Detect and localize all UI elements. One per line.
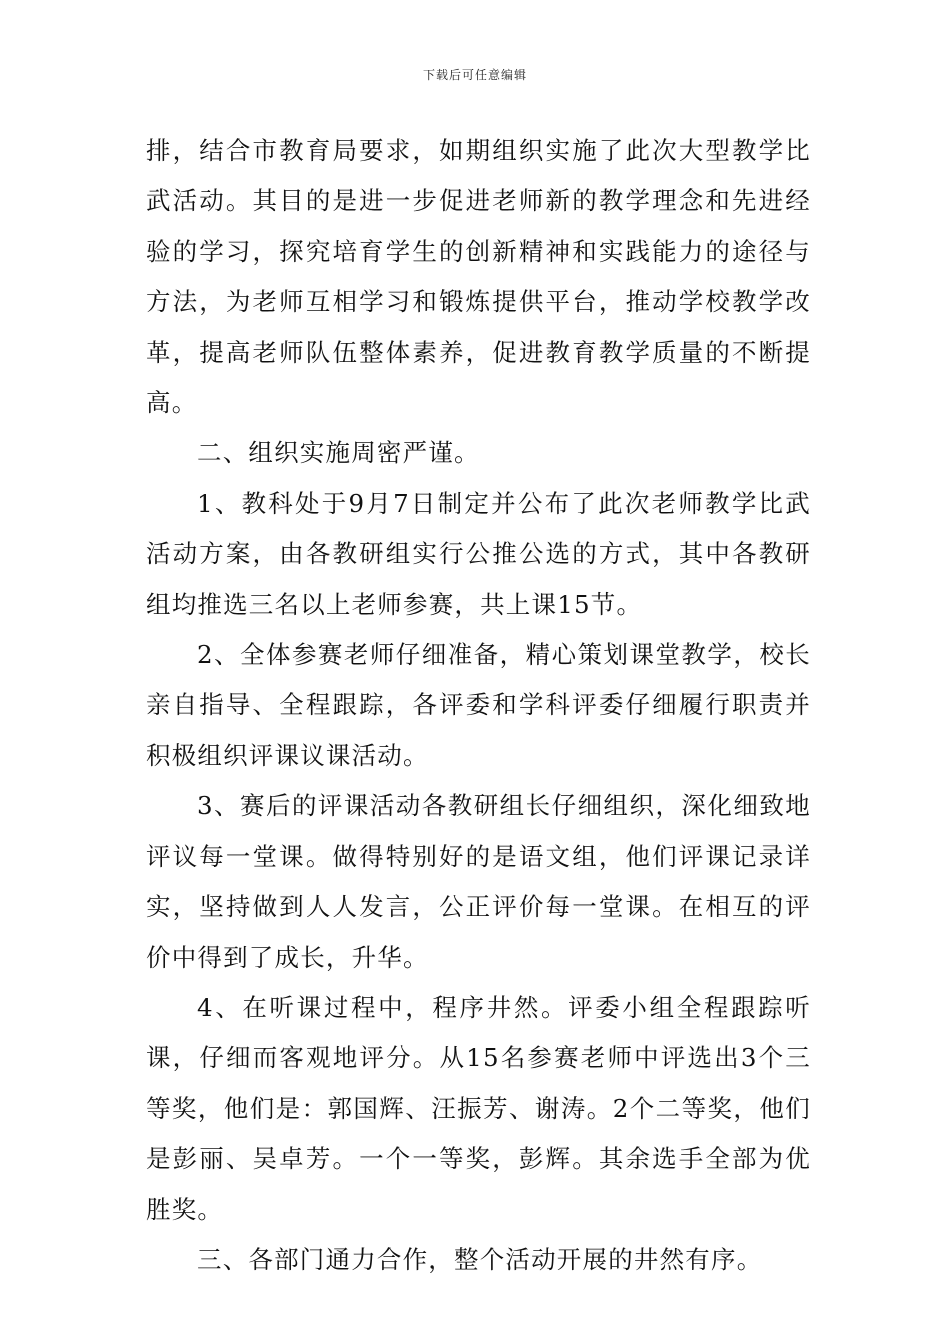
paragraph-item-4: 4、在听课过程中，程序井然。评委小组全程跟踪听课，仔细而客观地评分。从15名参赛老师中评选出3个三等奖，他们是：郭国辉、汪振芳、谢涛。2个二等奖，他们是彭丽、吴卓芳。一个一等奖，彭辉。其余选手全部为优胜奖。 <box>146 992 811 1224</box>
paragraph-item-1: 1、教科处于9月7日制定并公布了此次老师教学比武活动方案，由各教研组实行公推公选的方式，其中各教研组均推选三名以上老师参赛，共上课15节。 <box>146 488 811 619</box>
section-heading-two: 二、组织实施周密严谨。 <box>197 438 480 468</box>
document-body <box>146 126 811 1285</box>
section-heading-three: 三、各部门通力合作，整个活动开展的井然有序。 <box>197 1244 763 1274</box>
page-header: 下载后可任意编辑 <box>422 68 527 82</box>
paragraph-item-3: 3、赛后的评课活动各教研组长仔细组织，深化细致地评议每一堂课。做得特别好的是语文组，他们评课记录详实，坚持做到人人发言，公正评价每一堂课。在相互的评价中得到了成长，升华。 <box>146 791 811 972</box>
paragraph-item-2: 2、全体参赛老师仔细准备，精心策划课堂教学，校长亲自指导、全程跟踪，各评委和学科评委仔细履行职责并积极组织评课议课活动。 <box>146 640 811 770</box>
paragraph-continuation: 排，结合市教育局要求，如期组织实施了此次大型教学比武活动。其目的是进一步促进老师新的教学理念和先进经验的学习，探究培育学生的创新精神和实践能力的途径与方法，为老师互相学习和锻炼提供平台，推动学校教学改革，提高老师队伍整体素养，促进教育教学质量的不断提高。 <box>146 136 811 418</box>
